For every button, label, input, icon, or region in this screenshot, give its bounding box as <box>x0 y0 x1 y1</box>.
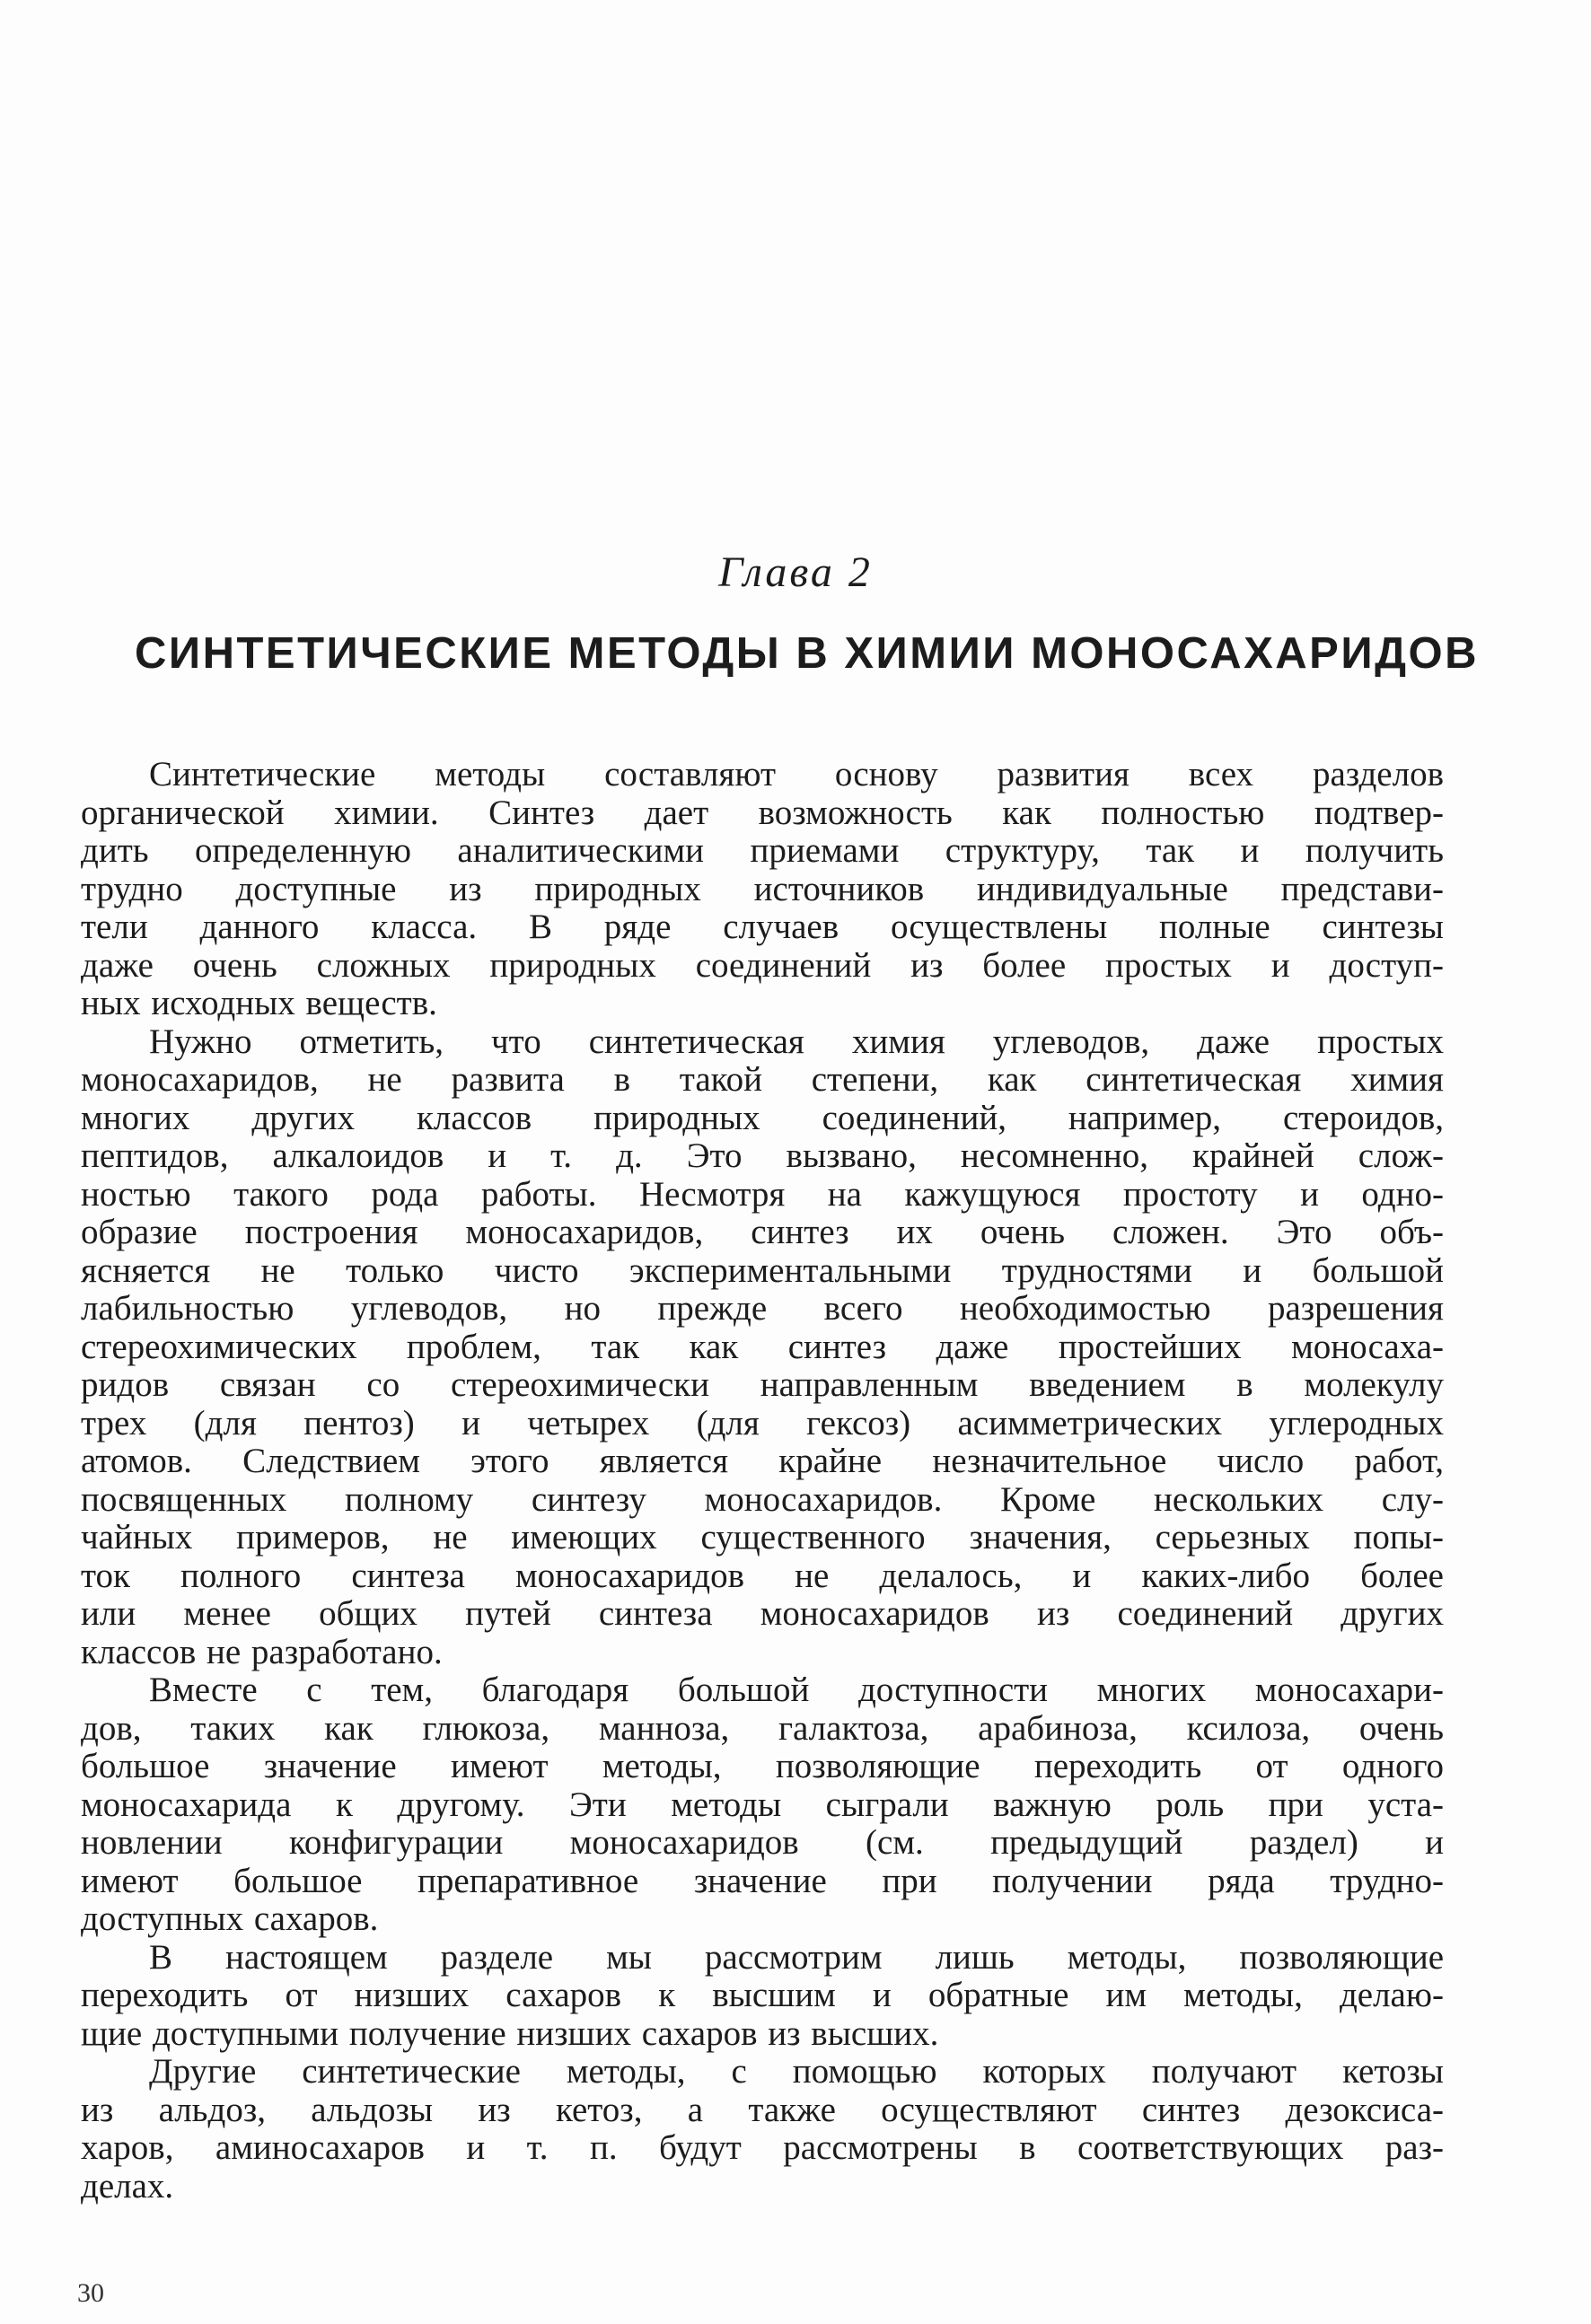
text-line: доступных сахаров. <box>81 1899 379 1938</box>
text-line: Синтетические методы составляют основу развития всех разделов <box>149 755 1444 794</box>
text-line: из альдоз, альдозы из кетоз, а также осуществляют синтез дезоксиса- <box>81 2090 1444 2129</box>
text-line: ток полного синтеза моносахаридов не делалось, и каких-либо более <box>81 1556 1444 1595</box>
text-line: щие доступными получение низших сахаров из высших. <box>81 2013 939 2053</box>
text-line: ностью такого рода работы. Несмотря на кажущуюся простоту и одно- <box>81 1174 1444 1214</box>
text-line: имеют большое препаративное значение при получении ряда трудно- <box>81 1861 1444 1900</box>
text-line: тели данного класса. В ряде случаев осуществлены полные синтезы <box>81 908 1444 946</box>
text-line: пептидов, алкалоидов и т. д. Это вызвано, несомненно, крайней слож- <box>81 1136 1444 1175</box>
text-line: ридов связан со стереохимически направленным введением в молекулу <box>81 1365 1444 1404</box>
text-line: даже очень сложных природных соединений из более простых и доступ- <box>81 945 1444 985</box>
page-number: 30 <box>77 2278 104 2308</box>
text-line: моносахаридов, не развита в такой степени, как синтетическая химия <box>81 1060 1444 1099</box>
text-line: атомов. Следствием этого является крайне незначительное число работ, <box>81 1442 1444 1480</box>
text-line: дов, таких как глюкоза, манноза, галактоза, арабиноза, ксилоза, очень <box>81 1708 1444 1748</box>
text-line: трех (для пентоз) и четырех (для гексоз) асимметрических углеродных <box>81 1403 1444 1443</box>
text-line: ясняется не только чисто экспериментальными трудностями и большой <box>81 1250 1444 1290</box>
text-line: чайных примеров, не имеющих существенного значения, серьезных попы- <box>81 1518 1444 1557</box>
text-line: моносахарида к другому. Эти методы сыграли важную роль при уста- <box>81 1785 1444 1824</box>
text-line: классов не разработано. <box>81 1632 443 1671</box>
text-line: переходить от низших сахаров к высшим и обратные им методы, делаю- <box>81 1976 1444 2014</box>
text-line: Вместе с тем, благодаря большой доступности многих моносахари- <box>149 1671 1444 1709</box>
text-line: Нужно отметить, что синтетическая химия углеводов, даже простых <box>149 1022 1444 1061</box>
text-line: лабильностью углеводов, но прежде всего необходимостью разрешения <box>81 1289 1444 1328</box>
text-line: образие построения моносахаридов, синтез их очень сложен. Это объ- <box>81 1213 1444 1251</box>
chapter-label: Глава 2 <box>718 548 873 596</box>
text-line: харов, аминосахаров и т. п. будут рассмотрены в соответствующих раз- <box>81 2128 1444 2167</box>
text-line: В настоящем разделе мы рассмотрим лишь методы, позволяющие <box>149 1937 1444 1977</box>
text-line: органической химии. Синтез дает возможность как полностью подтвер- <box>81 793 1444 832</box>
text-line: Другие синтетические методы, с помощью которых получают кетозы <box>149 2052 1444 2091</box>
text-line: дить определенную аналитическими приемами структуру, так и получить <box>81 831 1444 870</box>
text-line: стереохимических проблем, так как синтез даже простейших моносаха- <box>81 1327 1444 1366</box>
text-line: делах. <box>81 2166 174 2206</box>
text-line: новлении конфигурации моносахаридов (см. предыдущий раздел) и <box>81 1823 1444 1862</box>
body-text <box>81 756 1444 2206</box>
text-line: посвященных полному синтезу моносахаридов. Кроме нескольких слу- <box>81 1479 1444 1519</box>
text-line: трудно доступные из природных источников индивидуальные представи- <box>81 869 1444 908</box>
chapter-title: СИНТЕТИЧЕСКИЕ МЕТОДЫ В ХИМИИ МОНОСАХАРИДОВ <box>135 629 1479 678</box>
text-line: ных исходных веществ. <box>81 984 437 1022</box>
text-line: или менее общих путей синтеза моносахаридов из соединений других <box>81 1594 1444 1633</box>
text-line: многих других классов природных соединений, например, стероидов, <box>81 1098 1444 1137</box>
text-line: большое значение имеют методы, позволяющие переходить от одного <box>81 1747 1444 1785</box>
